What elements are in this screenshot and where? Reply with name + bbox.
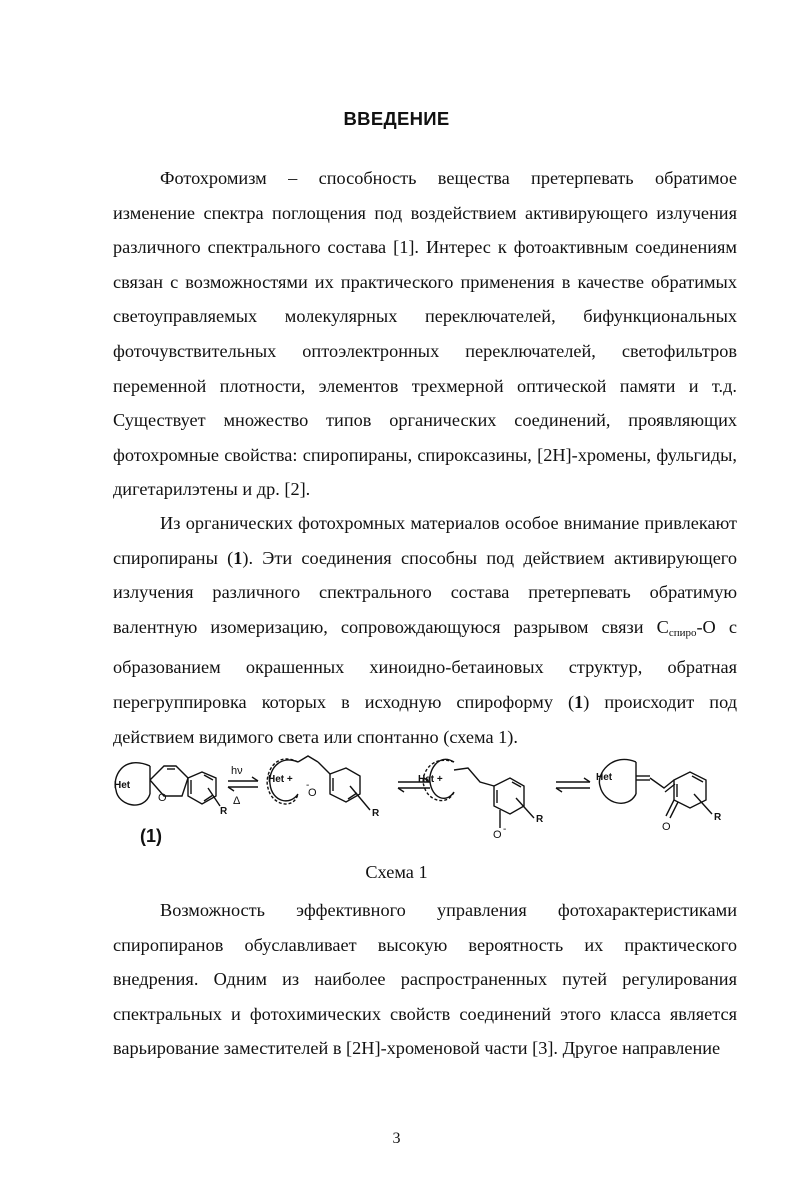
scheme-drawing — [108, 748, 748, 858]
paragraph-photochromism: Фотохромизм – способность вещества претерпевать обратимое изменение спектра поглощения под воздействием активирующего излучения различного спектрального состава [1]. Интерес к фотоактивным соединениям связан с возможностями их практического применения в качестве обратимых светоуправляемых молекулярных переключателей, бифункциональных фоточувствительных оптоэлектронных переключателей, светофильтров переменной плотности, элементов трехмерной оптической памяти и т.д. Существует множество типов органических соединений, проявляющих фотохромные свойства: спиропираны, спироксазины, [2H]-хромены, фульгиды, дигетарилэтены и др. [2]. — [113, 168, 737, 500]
page-number: 3 — [392, 1130, 401, 1147]
o-minus-1: O — [308, 787, 317, 799]
minus-sign-1: - — [306, 780, 310, 791]
o-minus-2: O — [493, 829, 502, 841]
compound-ref-2: 1 — [574, 691, 584, 712]
compound-label: (1) — [140, 826, 162, 846]
scheme-caption: Схема 1 — [365, 862, 428, 882]
het-plus-label-1: Het + — [268, 774, 293, 785]
het-label-1: Het — [114, 780, 131, 791]
p2-text-1: Из органических фотохромных материалов особое внимание привлекают спиропираны ( — [113, 513, 737, 568]
reaction-scheme — [108, 748, 748, 858]
page-title: ВВЕДЕНИЕ — [343, 108, 450, 129]
quinoid-structure — [596, 759, 722, 833]
hv-label: hν — [231, 765, 243, 777]
p2-text-2: ). Эти соединения способны под действием активирующего излучения различного спектрального состава претерпевать обратимую валентную изомеризацию, сопровождающуюся разрывом связи C — [113, 547, 737, 637]
het-label-2: Het — [596, 772, 613, 783]
o-atom-2: O — [662, 821, 671, 833]
paragraph-applications: Возможность эффективного управления фотохарактеристиками спиропиранов обуславливает высокую вероятность их практического внедрения. Одним из наиболее распространенных путей регулирования спектральных и фотохимических свойств соединений этого класса является варьирование заместителей в [2H]-хроменовой части [3]. Другое направление — [113, 900, 737, 1059]
paragraph-spiropyrans — [113, 506, 737, 754]
o-atom-1: O — [158, 792, 167, 804]
p2-text-4: ) происходит под действием видимого света или спонтанно (схема 1). — [113, 691, 738, 747]
r-group-4: R — [714, 812, 722, 823]
minus-sign-2: - — [503, 824, 507, 835]
spiropyran-structure — [114, 763, 228, 817]
merocyanine-structure-1 — [267, 756, 380, 819]
p2-text-3: -O с образованием окрашенных хиноидно-бетаиновых структур, обратная перегруппировка которых в исходную спироформу ( — [113, 616, 737, 712]
delta-label: Δ — [233, 795, 241, 807]
r-group-1: R — [220, 806, 228, 817]
spiro-subscript: спиро — [668, 626, 697, 639]
merocyanine-structure-2 — [418, 759, 544, 841]
equilibrium-arrows-2 — [556, 778, 590, 792]
het-plus-label-2: Het + — [418, 774, 443, 785]
compound-ref-1: 1 — [233, 547, 243, 568]
r-group-2: R — [372, 808, 380, 819]
photo-arrows — [228, 765, 258, 807]
r-group-3: R — [536, 814, 544, 825]
